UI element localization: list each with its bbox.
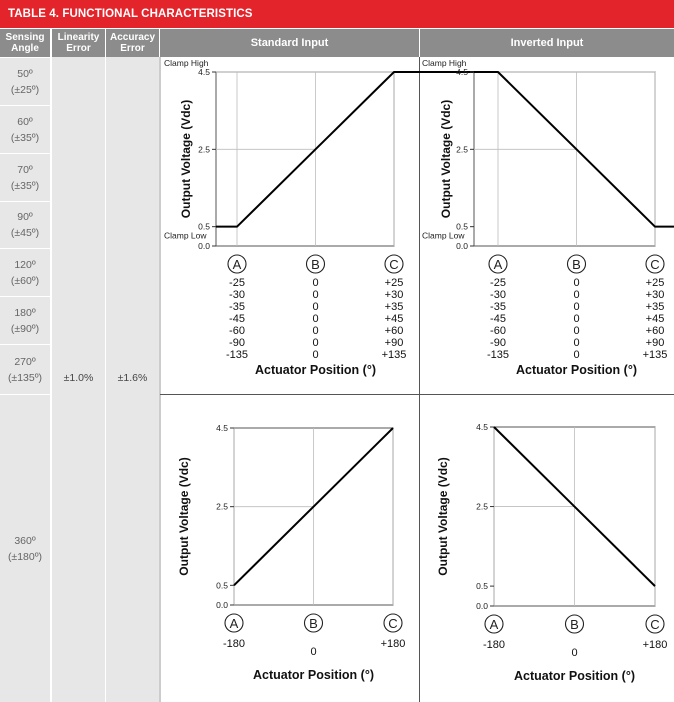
y-tick-label: 4.5 — [476, 422, 488, 432]
header-linearity-error: Linearity Error — [52, 29, 105, 57]
position-value: +90 — [384, 337, 404, 349]
marker-label: C — [650, 617, 660, 632]
position-value: 0 — [312, 337, 319, 349]
sensing-angle-tolerance: (±35º) — [10, 131, 40, 144]
y-tick-label: 4.5 — [216, 423, 228, 433]
sensing-angle-value: 270º — [14, 355, 36, 368]
position-value: 0 — [573, 325, 580, 337]
marker-label: C — [650, 257, 660, 272]
sensing-angle-tolerance: (±25º) — [10, 83, 40, 96]
x-axis-label: Actuator Position (°) — [255, 363, 376, 377]
y-axis-label: Output Voltage (Vdc) — [177, 457, 191, 576]
position-value: -35 — [490, 301, 506, 313]
position-value: +30 — [645, 289, 665, 301]
position-value: -180 — [482, 639, 506, 651]
position-value: +45 — [645, 313, 665, 325]
position-value: -45 — [229, 313, 245, 325]
position-value: -25 — [490, 277, 506, 289]
y-tick-label: 4.5 — [198, 67, 210, 77]
position-value: 0 — [312, 301, 319, 313]
position-value: +35 — [645, 301, 665, 313]
table-title: TABLE 4. FUNCTIONAL CHARACTERISTICS — [0, 0, 674, 28]
position-value: -35 — [229, 301, 245, 313]
clamp-high-label: Clamp High — [164, 58, 209, 68]
y-tick-label: 2.5 — [456, 144, 468, 155]
y-tick-label: 0.0 — [198, 241, 210, 251]
position-value: -135 — [486, 349, 510, 361]
marker-label: A — [229, 616, 239, 631]
y-tick-label: 0.0 — [216, 600, 228, 610]
y-tick-label: 2.5 — [476, 501, 488, 512]
position-value: -90 — [229, 337, 245, 349]
header-standard-input: Standard Input — [160, 29, 419, 57]
position-value: 0 — [573, 349, 580, 361]
position-value: +180 — [642, 639, 668, 651]
y-tick-label: 0.0 — [456, 241, 468, 251]
marker-label: A — [232, 257, 242, 272]
position-value: 0 — [573, 301, 580, 313]
position-value: +90 — [645, 337, 665, 349]
sensing-angle-value: 90º — [17, 211, 33, 223]
sensing-angle-value: 360º — [14, 534, 36, 547]
sensing-angle-value: 180º — [14, 306, 36, 319]
position-value: +135 — [381, 349, 407, 361]
sensing-angle-tolerance: (±180º) — [7, 550, 43, 563]
marker-label: B — [309, 616, 318, 631]
linearity-error-value: ±1.0% — [63, 372, 94, 384]
marker-label: C — [388, 616, 398, 631]
position-value: 0 — [573, 337, 580, 349]
position-value: -30 — [229, 289, 245, 301]
marker-label: A — [489, 617, 499, 632]
position-value: 0 — [571, 647, 578, 659]
position-value: -60 — [229, 325, 245, 337]
y-axis-label: Output Voltage (Vdc) — [436, 457, 450, 576]
position-value: -90 — [490, 337, 506, 349]
y-axis-label: Output Voltage (Vdc) — [179, 99, 193, 219]
marker-label: B — [572, 257, 581, 272]
position-value: +30 — [384, 289, 404, 301]
position-value: -25 — [229, 277, 245, 289]
position-value: 0 — [310, 646, 317, 658]
sensing-angle-tolerance: (±60º) — [10, 274, 40, 287]
header-accuracy-error: Accuracy Error — [106, 29, 159, 57]
y-tick-label: 0.5 — [216, 580, 228, 591]
clamp-low-label: Clamp Low — [422, 230, 465, 241]
position-value: 0 — [312, 277, 319, 289]
sensing-angle-value: 50º — [17, 67, 33, 80]
position-value: -60 — [490, 325, 506, 337]
position-value: 0 — [573, 289, 580, 301]
plot-frame — [474, 72, 655, 246]
position-value: -30 — [490, 289, 506, 301]
y-axis-label: Output Voltage (Vdc) — [439, 99, 453, 219]
x-axis-label: Actuator Position (°) — [514, 669, 635, 683]
marker-label: A — [493, 257, 503, 272]
y-tick-label: 0.0 — [476, 601, 488, 611]
position-value: +60 — [645, 325, 665, 337]
position-value: 0 — [312, 349, 319, 361]
accuracy-error-value: ±1.6% — [117, 372, 148, 384]
marker-label: B — [570, 617, 579, 632]
position-value: 0 — [312, 289, 319, 301]
position-value: +135 — [642, 349, 668, 361]
clamp-low-label: Clamp Low — [164, 230, 207, 241]
y-tick-label: 0.5 — [198, 221, 210, 232]
sensing-angle-value: 70º — [17, 163, 33, 176]
position-value: +25 — [645, 277, 665, 289]
position-value: +60 — [384, 325, 404, 337]
position-value: 0 — [573, 277, 580, 289]
x-axis-label: Actuator Position (°) — [516, 363, 637, 377]
sensing-angle-tolerance: (±45º) — [10, 227, 40, 239]
sensing-angle-tolerance: (±90º) — [10, 322, 40, 335]
marker-label: B — [311, 257, 320, 272]
sensing-angle-tolerance: (±135º) — [7, 371, 43, 384]
y-tick-label: 0.5 — [456, 221, 468, 232]
header-sensing-angle: Sensing Angle — [0, 29, 50, 57]
clamp-high-label: Clamp High — [422, 58, 467, 68]
position-value: +35 — [384, 301, 404, 313]
y-tick-label: 2.5 — [198, 144, 210, 155]
sensing-angle-value: 60º — [17, 115, 33, 128]
x-axis-label: Actuator Position (°) — [253, 668, 374, 682]
position-value: +25 — [384, 277, 404, 289]
position-value: 0 — [312, 313, 319, 325]
y-tick-label: 0.5 — [476, 581, 488, 592]
position-value: -135 — [225, 349, 249, 361]
marker-label: C — [389, 257, 399, 272]
position-value: -45 — [490, 313, 506, 325]
sensing-angle-tolerance: (±35º) — [10, 179, 40, 192]
y-tick-label: 4.5 — [456, 67, 468, 77]
sensing-angle-value: 120º — [14, 258, 36, 271]
position-value: +180 — [380, 638, 406, 650]
position-value: -180 — [222, 638, 246, 650]
y-tick-label: 2.5 — [216, 501, 228, 512]
position-value: 0 — [573, 313, 580, 325]
header-inverted-input: Inverted Input — [420, 29, 674, 57]
position-value: 0 — [312, 325, 319, 337]
position-value: +45 — [384, 313, 404, 325]
